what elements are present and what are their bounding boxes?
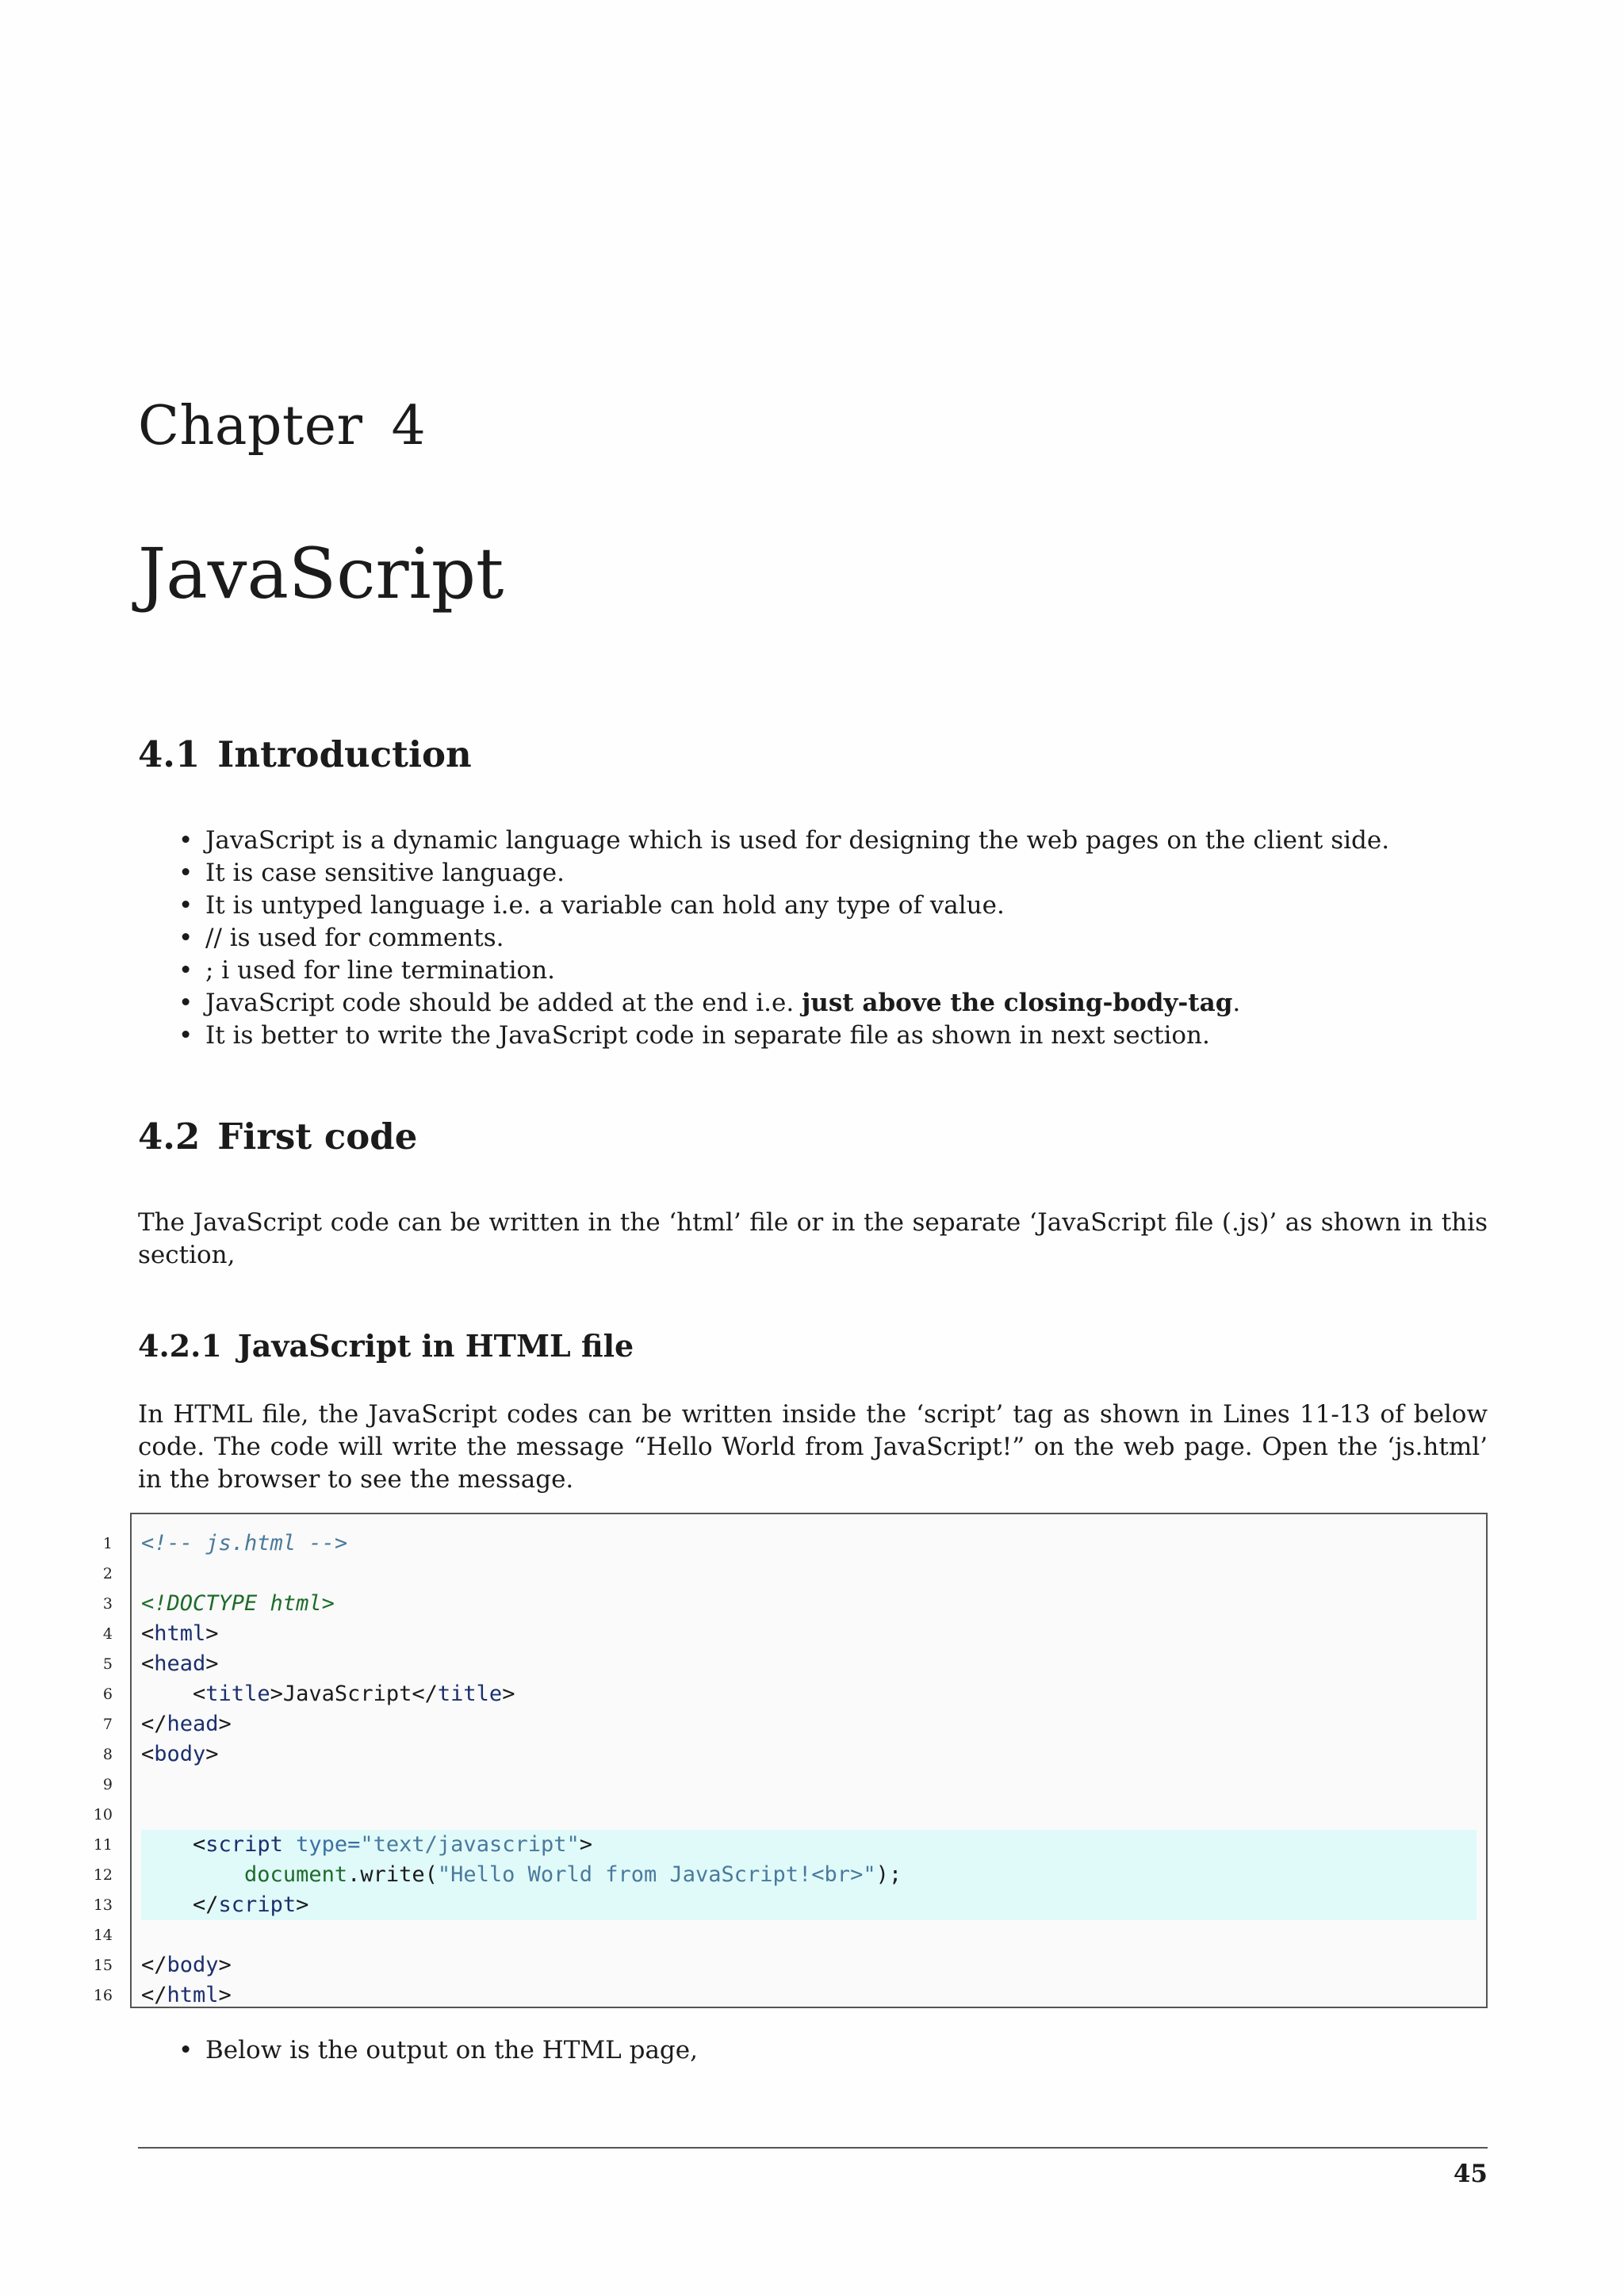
subsection-number: 4.2.1 [138, 1328, 222, 1364]
code-punct: > [296, 1892, 309, 1917]
code-punct: </ [141, 1953, 167, 1977]
code-punct: > [205, 1621, 219, 1646]
code-line [93, 1980, 1486, 2011]
code-object: document [244, 1862, 348, 1887]
section-heading-first-code [138, 1115, 417, 1159]
first-code-paragraph: The JavaScript code can be written in the ‘html’ file or in the separate ‘JavaScript file (.js)’ as shown in this section, [138, 1208, 1488, 1269]
code-punct: > [502, 1682, 515, 1706]
code-tag: head [154, 1651, 206, 1676]
section-heading-introduction [138, 733, 472, 777]
line-number: 14 [93, 1927, 113, 1944]
code-line-highlighted [93, 1890, 1486, 1920]
list-item-suffix: . [1232, 989, 1241, 1017]
line-number: 6 [102, 1686, 113, 1703]
code-attribute: type= [282, 1832, 361, 1857]
code-punct: < [141, 1742, 155, 1766]
code-tag: title [205, 1682, 270, 1706]
code-punct: > [218, 1712, 232, 1736]
code-line [102, 1589, 1486, 1619]
code-punct: > [218, 1983, 232, 2007]
list-item: • JavaScript is a dynamic language which is used for designing the web pages on the client side. [138, 825, 1488, 857]
list-item: • It is case sensitive language. [138, 857, 1488, 890]
line-number: 15 [93, 1957, 113, 1974]
list-item: • Below is the output on the HTML page, [138, 2034, 1488, 2067]
section-number: 4.2 [138, 1115, 201, 1158]
subsection-heading [138, 1327, 634, 1365]
code-line-highlighted [93, 1860, 1486, 1890]
code-line [93, 1800, 1486, 1830]
code-tag: script [218, 1892, 297, 1917]
code-line [102, 1619, 1486, 1649]
line-number: 16 [93, 1987, 113, 2004]
line-number: 8 [102, 1746, 113, 1763]
line-number: 7 [102, 1716, 113, 1733]
code-line [102, 1739, 1486, 1770]
footer-rule [138, 2147, 1488, 2149]
code-punct: < [193, 1682, 206, 1706]
output-bullet-list [138, 2034, 1488, 2067]
code-punct: </ [193, 1892, 219, 1917]
code-indent [141, 1862, 244, 1887]
code-line [102, 1679, 1486, 1709]
section-title: Introduction [217, 733, 472, 775]
code-line [102, 1559, 1486, 1589]
line-number: 3 [102, 1595, 113, 1613]
code-listing [93, 1513, 1488, 2008]
section-title: First code [217, 1115, 418, 1158]
section-number: 4.1 [138, 733, 201, 775]
code-line [102, 1649, 1486, 1679]
intro-bullet-list [138, 825, 1488, 1052]
code-tag: body [154, 1742, 206, 1766]
list-item: • It is better to write the JavaScript code in separate file as shown in next section. [138, 1020, 1488, 1052]
list-item: • It is untyped language i.e. a variable can hold any type of value. [138, 890, 1488, 922]
code-punct: </ [141, 1983, 167, 2007]
code-punct: < [141, 1651, 155, 1676]
code-tag: html [154, 1621, 206, 1646]
code-comment: <!-- js.html --> [141, 1531, 348, 1556]
line-number: 10 [93, 1806, 113, 1823]
code-line [93, 1950, 1486, 1980]
line-number: 12 [93, 1866, 113, 1884]
code-punct: > [579, 1832, 592, 1857]
line-number: 11 [93, 1836, 113, 1854]
list-item: • // is used for comments. [138, 922, 1488, 955]
code-punct: ); [875, 1862, 902, 1887]
line-number: 5 [102, 1655, 113, 1673]
code-tag: title [437, 1682, 503, 1706]
code-punct: < [141, 1621, 155, 1646]
code-line [102, 1709, 1486, 1739]
line-number: 9 [102, 1776, 113, 1793]
code-line [93, 1920, 1486, 1950]
code-string: "Hello World from JavaScript!<br>" [437, 1862, 876, 1887]
code-punct: > [205, 1651, 219, 1676]
code-punct: < [193, 1832, 206, 1857]
code-tag: head [167, 1712, 219, 1736]
line-number: 2 [102, 1565, 113, 1582]
code-line [102, 1770, 1486, 1800]
subsection-paragraph: In HTML file, the JavaScript codes can be written inside the ‘script’ tag as shown in Lines 11-13 of below code. The code will write the message “Hello World from JavaScript!” on the web page. Open the ‘js.html’ in the browser to see the message. [138, 1400, 1488, 1494]
line-number: 13 [93, 1896, 113, 1914]
code-line [102, 1529, 1486, 1559]
line-number: 1 [102, 1535, 113, 1552]
code-indent [141, 1892, 193, 1917]
list-item-text: JavaScript code should be added at the end i.e. [205, 989, 802, 1017]
code-punct: > [205, 1742, 219, 1766]
code-call: .write( [347, 1862, 438, 1887]
code-line-highlighted [93, 1830, 1486, 1860]
code-tag: html [167, 1983, 219, 2007]
code-tag: body [167, 1953, 219, 1977]
chapter-label [138, 395, 426, 458]
line-number: 4 [102, 1625, 113, 1643]
bold-emphasis: just above the closing-body-tag [802, 989, 1233, 1017]
code-indent [141, 1682, 193, 1706]
code-text: >JavaScript</ [270, 1682, 438, 1706]
code-tag: script [205, 1832, 283, 1857]
code-doctype: <!DOCTYPE html> [141, 1591, 335, 1616]
code-punct: </ [141, 1712, 167, 1736]
chapter-number: 4 [391, 395, 427, 457]
page-number: 45 [1453, 2160, 1488, 2188]
chapter-title: JavaScript [138, 533, 504, 614]
code-string: "text/javascript" [360, 1832, 580, 1857]
subsection-title: JavaScript in HTML file [237, 1328, 634, 1364]
list-item: • ; i used for line termination. [138, 955, 1488, 987]
list-item [138, 987, 1488, 1020]
chapter-word: Chapter [138, 395, 363, 457]
code-indent [141, 1832, 193, 1857]
code-punct: > [218, 1953, 232, 1977]
